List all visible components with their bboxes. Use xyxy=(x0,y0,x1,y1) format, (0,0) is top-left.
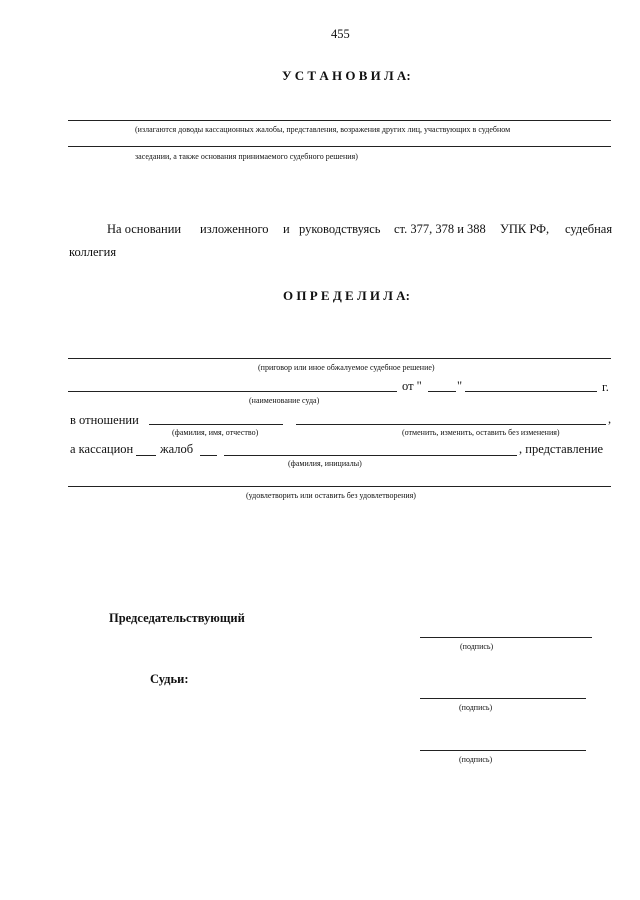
appeal-label: а кассацион xyxy=(70,442,134,456)
decision-line xyxy=(68,486,611,487)
signature-caption: (подпись) xyxy=(459,703,493,712)
comma: , xyxy=(608,412,612,426)
verdict-line xyxy=(68,358,611,359)
signature-line xyxy=(420,750,586,751)
field-caption: заседании, а также основания принимаемого судебного решения) xyxy=(135,152,358,161)
paragraph-word: коллегия xyxy=(69,245,117,259)
paragraph-word: ст. 377, 378 и 388 xyxy=(394,222,486,236)
section-title-established: У С Т А Н О В И Л А: xyxy=(282,68,411,83)
blank-line xyxy=(68,146,611,147)
court-name-line xyxy=(68,391,397,392)
paragraph-word: руководствуясь xyxy=(299,222,381,236)
judges-label: Судьи: xyxy=(150,672,189,686)
paragraph-word: и xyxy=(283,222,290,236)
signature-line xyxy=(420,637,592,638)
date-month-year-line xyxy=(465,391,597,392)
fio-line xyxy=(149,424,283,425)
paragraph-word: изложенного xyxy=(200,222,269,236)
field-caption: (приговор или иное обжалуемое судебное решение) xyxy=(258,363,435,372)
section-title-determined: О П Р Е Д Е Л И Л А: xyxy=(283,288,410,303)
signature-caption: (подпись) xyxy=(460,642,494,651)
appeal-ending-line xyxy=(200,455,217,456)
blank-line xyxy=(68,120,611,121)
regarding-label: в отношении xyxy=(70,413,139,427)
paragraph-word: судебная xyxy=(565,222,613,236)
field-caption: (удовлетворить или оставить без удовлетворения) xyxy=(246,491,416,500)
chair-label: Председательствующий xyxy=(109,611,245,625)
appeal-ending-line xyxy=(136,455,156,456)
appeal-label: жалоб xyxy=(160,442,194,456)
date-from-label: от " xyxy=(402,379,422,393)
paragraph-word: На основании xyxy=(107,222,182,236)
date-quote: " xyxy=(457,379,463,393)
field-caption: (фамилия, имя, отчество) xyxy=(172,428,259,437)
signature-line xyxy=(420,698,586,699)
signature-caption: (подпись) xyxy=(459,755,493,764)
initials-line xyxy=(224,455,517,456)
action-line xyxy=(296,424,606,425)
page-number: 455 xyxy=(331,27,350,41)
field-caption: (фамилия, инициалы) xyxy=(288,459,362,468)
field-caption: (отменить, изменить, оставить без изменения) xyxy=(402,428,560,437)
field-caption: (излагаются доводы кассационных жалобы, представления, возражения других лиц, участвующих в судебном xyxy=(135,125,511,134)
representation-label: , представление xyxy=(519,442,604,456)
field-caption: (наименование суда) xyxy=(249,396,320,405)
paragraph-word: УПК РФ, xyxy=(500,222,550,236)
year-suffix: г. xyxy=(602,380,609,394)
date-day-line xyxy=(428,391,456,392)
